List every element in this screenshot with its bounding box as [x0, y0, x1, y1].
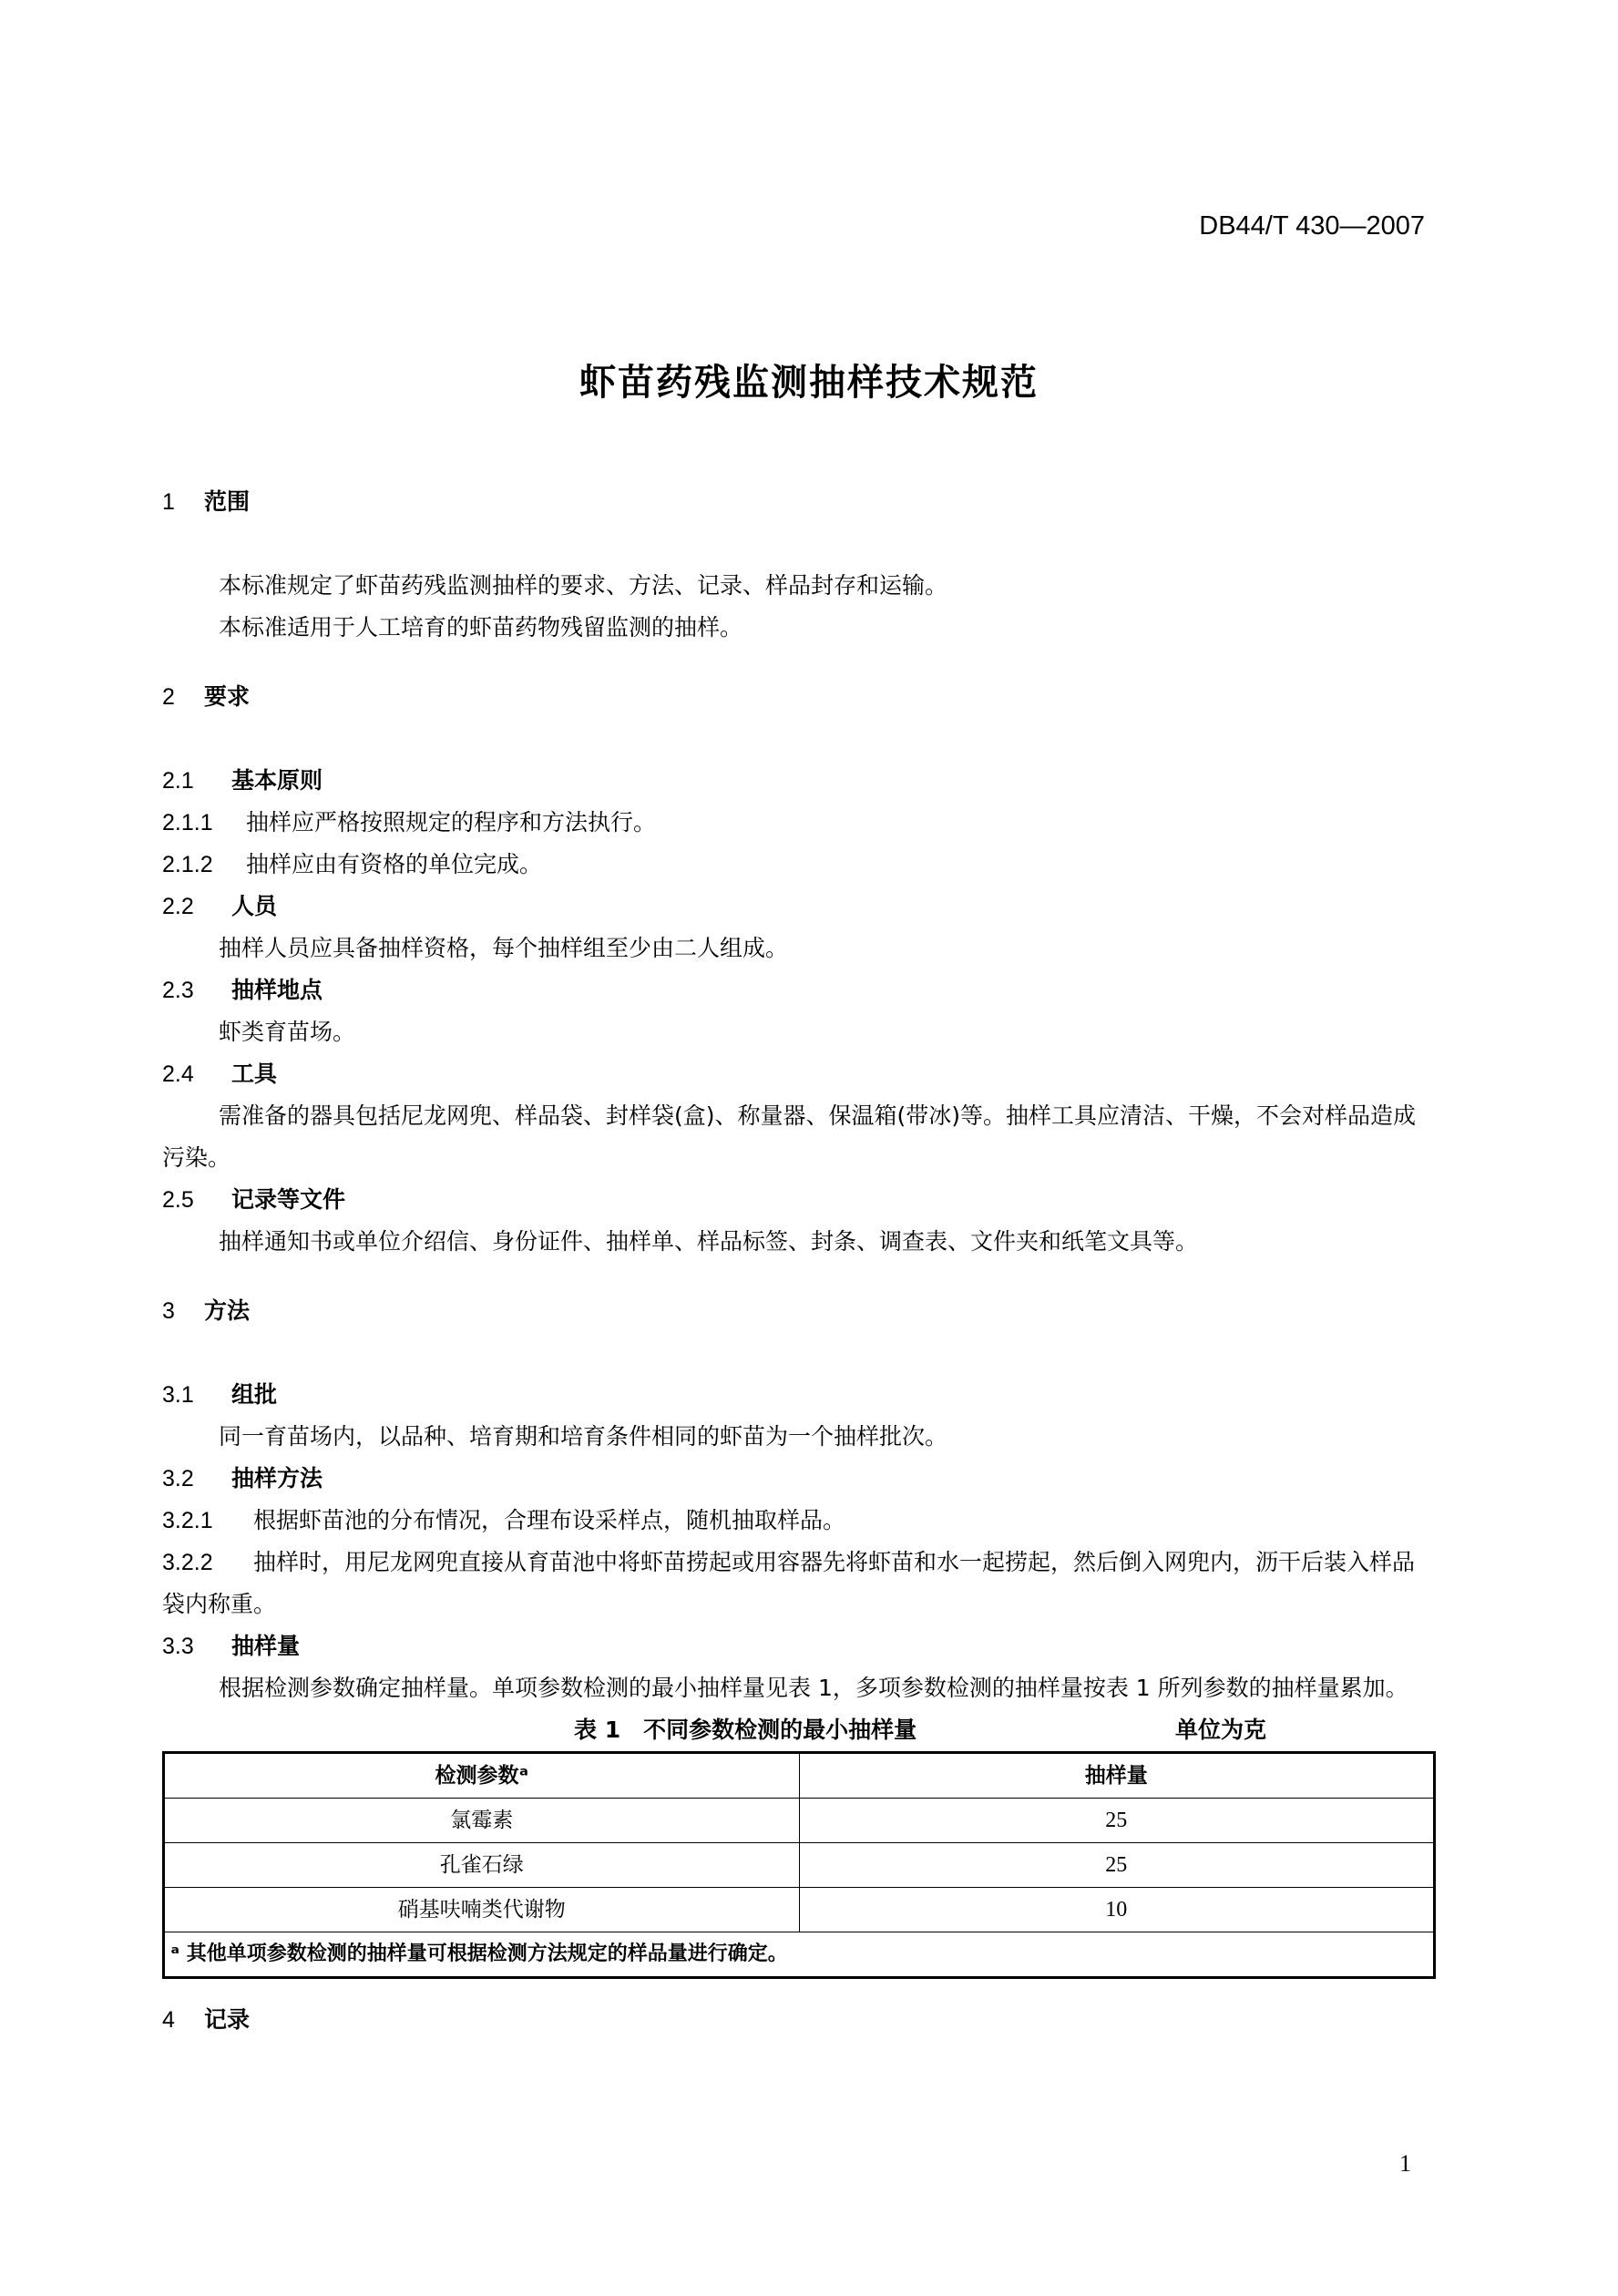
paragraph: 本标准适用于人工培育的虾苗药物残留监测的抽样。 — [219, 614, 743, 641]
table-footnote-row — [164, 1932, 1435, 1978]
page-number: 1 — [1399, 2150, 1411, 2177]
item-text: 根据虾苗池的分布情况，合理布设采样点，随机抽取样品。 — [253, 1507, 846, 1533]
section-number: 1 — [162, 489, 175, 515]
subsection-number: 2.1 — [162, 768, 194, 794]
section-title: 记录 — [204, 2006, 251, 2033]
table-header-row — [164, 1753, 1435, 1799]
section-title: 方法 — [204, 1297, 251, 1324]
subsection-number: 3.2 — [162, 1466, 194, 1491]
item-number: 3.2.2 — [162, 1550, 213, 1575]
paragraph: 同一育苗场内，以品种、培育期和培育条件相同的虾苗为一个抽样批次。 — [219, 1423, 948, 1450]
document-title: 虾苗药残监测抽样技术规范 — [579, 362, 1039, 404]
section-number: 3 — [162, 1298, 175, 1324]
table-header-cell: 检测参数ᵃ — [164, 1753, 800, 1799]
section-3-heading — [162, 1290, 1436, 1332]
item-text: 抽样应由有资格的单位完成。 — [246, 851, 543, 877]
subsection-2-3-heading — [162, 969, 1436, 1011]
table-cell-parameter: 硝基呋喃类代谢物 — [164, 1888, 800, 1932]
standard-number: DB44/T 430—2007 — [1199, 211, 1425, 241]
table-row — [164, 1799, 1435, 1843]
subsection-title: 人员 — [231, 893, 278, 919]
item-number: 3.2.1 — [162, 1508, 213, 1533]
paragraph: 抽样人员应具备抽样资格，每个抽样组至少由二人组成。 — [219, 935, 789, 961]
table-cell-amount: 10 — [799, 1888, 1435, 1932]
subsection-2-2-heading — [162, 886, 1436, 928]
section-1-heading — [162, 481, 1436, 523]
paragraph: 根据检测参数确定抽样量。单项参数检测的最小抽样量见表 1，多项参数检测的抽样量按表 1 所列参数的抽样量累加。 — [219, 1675, 1408, 1701]
subsection-title: 抽样量 — [231, 1633, 301, 1659]
table-cell-parameter: 孔雀石绿 — [164, 1843, 800, 1888]
subsection-2-1-heading — [162, 760, 1436, 802]
subsection-title: 工具 — [231, 1061, 278, 1087]
subsection-title: 抽样方法 — [231, 1465, 323, 1491]
subsection-3-2-heading — [162, 1458, 1436, 1500]
paragraph: 本标准规定了虾苗药残监测抽样的要求、方法、记录、样品封存和运输。 — [219, 572, 948, 599]
subsection-title: 抽样地点 — [231, 977, 323, 1003]
subsection-title: 记录等文件 — [231, 1186, 346, 1213]
subsection-3-3-heading — [162, 1625, 1436, 1667]
section-number: 2 — [162, 684, 175, 710]
table-cell-amount: 25 — [799, 1799, 1435, 1843]
table-row — [164, 1888, 1435, 1932]
subsection-title: 组批 — [231, 1381, 278, 1408]
subsection-number: 2.3 — [162, 978, 194, 1003]
subsection-number: 3.1 — [162, 1382, 194, 1408]
clause-item-2-1-1 — [162, 802, 1436, 844]
item-text: 抽样时，用尼龙网兜直接从育苗池中将虾苗捞起或用容器先将虾苗和水一起捞起，然后倒入网兜内，沥干后装入样品袋内称重。 — [162, 1549, 1416, 1617]
document-body — [162, 481, 1436, 2041]
item-number: 2.1.2 — [162, 852, 213, 877]
item-number: 2.1.1 — [162, 810, 213, 835]
paragraph: 抽样通知书或单位介绍信、身份证件、抽样单、样品标签、封条、调查表、文件夹和纸笔文具等。 — [219, 1228, 1199, 1255]
section-title: 要求 — [204, 683, 251, 710]
section-number: 4 — [162, 2007, 175, 2033]
table-caption: 表 1 不同参数检测的最小抽样量 — [574, 1717, 917, 1743]
clause-item-2-1-2 — [162, 844, 1436, 886]
table-unit: 单位为克 — [1175, 1717, 1267, 1743]
subsection-3-1-heading — [162, 1374, 1436, 1416]
table-row — [164, 1843, 1435, 1888]
section-4-heading — [162, 1999, 1436, 2041]
table-header-cell: 抽样量 — [799, 1753, 1435, 1799]
clause-item-3-2-2 — [162, 1542, 1436, 1625]
section-title: 范围 — [204, 488, 251, 515]
subsection-number: 2.2 — [162, 894, 194, 919]
paragraph: 虾类育苗场。 — [219, 1019, 356, 1045]
sampling-table — [162, 1751, 1436, 1979]
subsection-number: 2.4 — [162, 1061, 194, 1087]
subsection-number: 3.3 — [162, 1634, 194, 1659]
table-cell-amount: 25 — [799, 1843, 1435, 1888]
paragraph: 需准备的器具包括尼龙网兜、样品袋、封样袋(盒)、称量器、保温箱(带冰)等。抽样工具应清洁、干燥，不会对样品造成污染。 — [162, 1102, 1417, 1171]
table-cell-parameter: 氯霉素 — [164, 1799, 800, 1843]
item-text: 抽样应严格按照规定的程序和方法执行。 — [246, 809, 657, 835]
table-footnote: ᵃ 其他单项参数检测的抽样量可根据检测方法规定的样品量进行确定。 — [164, 1932, 1435, 1978]
section-2-heading — [162, 676, 1436, 718]
subsection-2-5-heading — [162, 1179, 1436, 1221]
subsection-number: 2.5 — [162, 1187, 194, 1213]
subsection-2-4-heading — [162, 1053, 1436, 1095]
table-caption-row — [162, 1709, 1436, 1751]
subsection-title: 基本原则 — [231, 767, 323, 794]
clause-item-3-2-1 — [162, 1500, 1436, 1542]
